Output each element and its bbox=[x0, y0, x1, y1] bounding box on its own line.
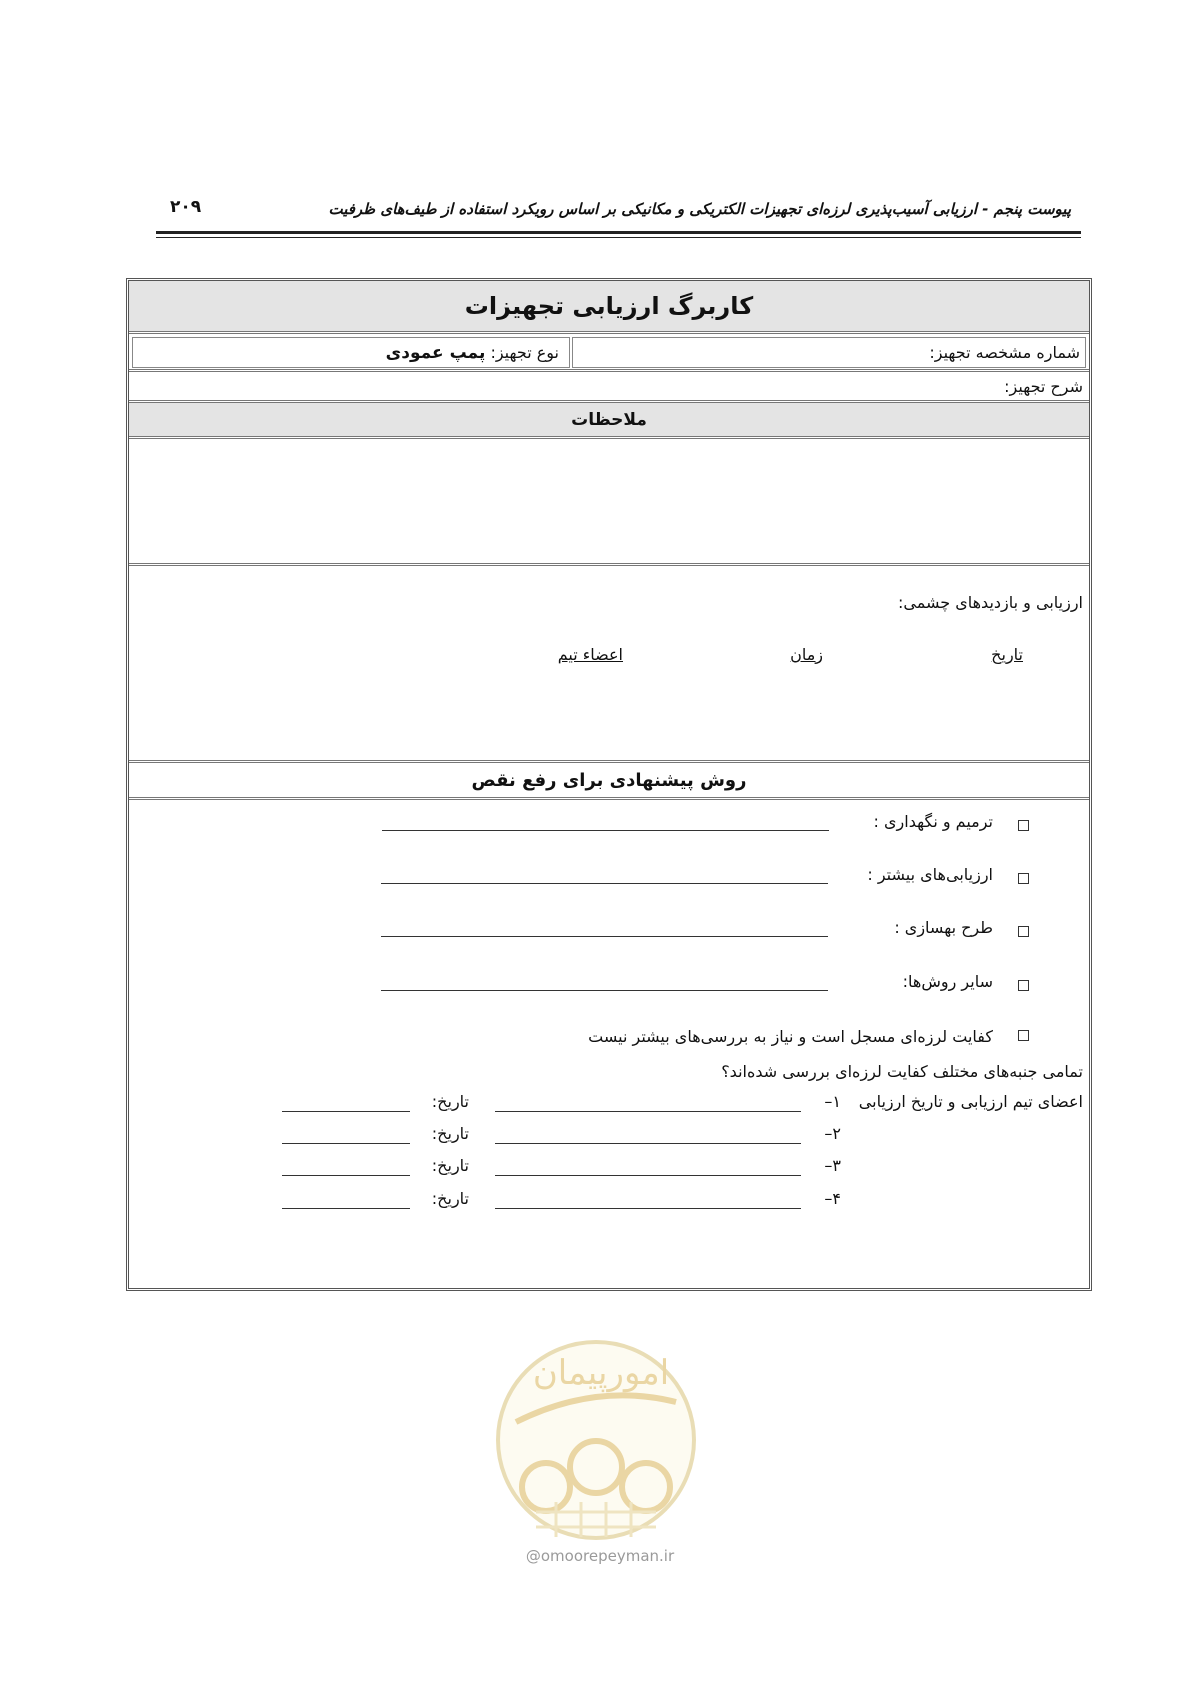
col-date: تاریخ bbox=[991, 645, 1023, 664]
remedy-header: روش پیشنهادی برای رفع نقص bbox=[471, 769, 747, 791]
team-member-1-line[interactable] bbox=[495, 1111, 801, 1112]
review-question: تمامی جنبه‌های مختلف کفایت لرزه‌ای بررسی شده‌اند؟ bbox=[721, 1062, 1083, 1081]
equipment-type-cell bbox=[132, 337, 570, 368]
option-checkbox-retrofit[interactable] bbox=[1018, 926, 1029, 937]
team-member-4-line[interactable] bbox=[495, 1208, 801, 1209]
running-header-title: پیوست پنجم - ارزیابی آسیب‌پذیری لرزه‌ای تجهیزات الکتریکی و مکانیکی بر اساس رویکرد استفاده از طیف‌های ظرفیت bbox=[328, 200, 1071, 218]
team-number-3: ۳– bbox=[824, 1156, 841, 1175]
visual-inspection-section bbox=[129, 566, 1089, 760]
team-date-label-3: تاریخ: bbox=[431, 1156, 469, 1175]
option-further-assessment-label: ارزیابی‌های بیشتر : bbox=[867, 865, 993, 884]
team-date-1-line[interactable] bbox=[282, 1111, 410, 1112]
watermark-logo-text: امورپیمان bbox=[532, 1353, 670, 1393]
header-rule bbox=[156, 231, 1081, 234]
visual-inspection-title: ارزیابی و بازدیدهای چشمی: bbox=[897, 593, 1083, 612]
team-date-label-2: تاریخ: bbox=[431, 1124, 469, 1143]
team-date-label-4: تاریخ: bbox=[431, 1189, 469, 1208]
header-rule-thin bbox=[156, 237, 1081, 238]
option-retrofit-label: طرح بهسازی : bbox=[894, 918, 993, 937]
team-number-2: ۲– bbox=[824, 1124, 841, 1143]
option-checkbox-adequate[interactable] bbox=[1018, 1030, 1029, 1041]
option-checkbox-other[interactable] bbox=[1018, 980, 1029, 991]
col-team: اعضاء تیم bbox=[557, 645, 623, 664]
option-other-label: سایر روش‌ها: bbox=[902, 972, 993, 991]
equipment-type-label: نوع تجهیز: bbox=[490, 343, 559, 362]
page-number: ۲۰۹ bbox=[170, 197, 202, 217]
equipment-desc-row[interactable] bbox=[129, 372, 1089, 400]
team-date-2-line[interactable] bbox=[282, 1143, 410, 1144]
option-repair-label: ترمیم و نگهداری : bbox=[873, 812, 993, 831]
remedy-section bbox=[129, 800, 1089, 1288]
team-date-3-line[interactable] bbox=[282, 1175, 410, 1176]
option-repair-line[interactable] bbox=[382, 830, 829, 831]
equipment-id-label: شماره مشخصه تجهیز: bbox=[929, 343, 1080, 362]
equipment-type-value: پمپ عمودی bbox=[385, 343, 486, 363]
team-number-4: ۴– bbox=[824, 1189, 841, 1208]
option-checkbox-further-assessment[interactable] bbox=[1018, 873, 1029, 884]
team-date-4-line[interactable] bbox=[282, 1208, 410, 1209]
equipment-assessment-form bbox=[126, 278, 1092, 1291]
team-label: اعضای تیم ارزیابی و تاریخ ارزیابی bbox=[858, 1092, 1083, 1111]
team-member-2-line[interactable] bbox=[495, 1143, 801, 1144]
option-further-assessment-line[interactable] bbox=[381, 883, 828, 884]
notes-header: ملاحظات bbox=[129, 403, 1089, 436]
notes-area[interactable] bbox=[129, 439, 1089, 563]
form-title: کاربرگ ارزیابی تجهیزات bbox=[129, 281, 1089, 331]
equipment-desc-label: شرح تجهیز: bbox=[1004, 377, 1083, 396]
col-time: زمان bbox=[790, 645, 823, 664]
option-checkbox-repair[interactable] bbox=[1018, 820, 1029, 831]
watermark-site: @omoorepeyman.ir bbox=[525, 1547, 675, 1565]
team-date-label-1: تاریخ: bbox=[431, 1092, 469, 1111]
team-member-3-line[interactable] bbox=[495, 1175, 801, 1176]
option-adequate-label: کفایت لرزه‌ای مسجل است و نیاز به بررسی‌های بیشتر نیست bbox=[588, 1027, 993, 1046]
watermark-logo bbox=[486, 1322, 706, 1562]
option-other-line[interactable] bbox=[381, 990, 828, 991]
team-number-1: ۱– bbox=[824, 1092, 841, 1111]
option-retrofit-line[interactable] bbox=[381, 936, 828, 937]
equipment-id-cell[interactable] bbox=[572, 337, 1086, 368]
equipment-id-type-row bbox=[129, 334, 1089, 369]
equipment-type bbox=[386, 343, 559, 363]
